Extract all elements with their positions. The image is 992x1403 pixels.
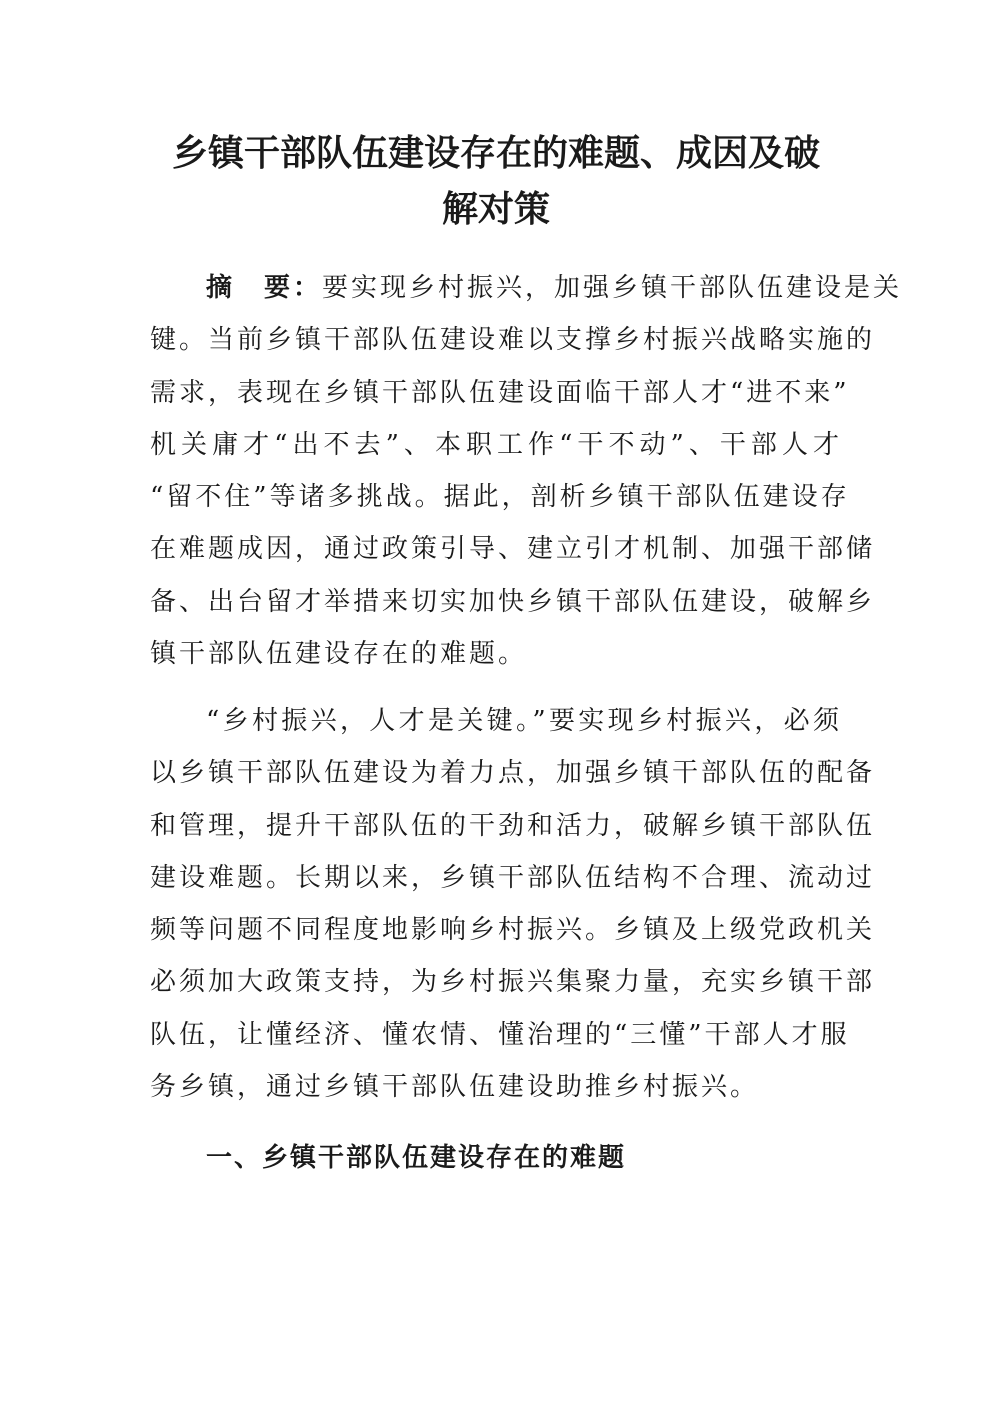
abstract-line: 机关庸才“出不去”、本职工作“干不动”、干部人才 bbox=[150, 429, 842, 460]
intro-line: 建设难题。长期以来，乡镇干部队伍结构不合理、流动过 bbox=[150, 862, 876, 893]
title-line-1: 乡镇干部队伍建设存在的难题、成因及破 bbox=[171, 132, 820, 174]
abstract-label: 摘 要： bbox=[206, 273, 323, 303]
abstract-line: “留不住”等诸多挑战。据此，剖析乡镇干部队伍建设存 bbox=[150, 482, 850, 513]
intro-line: 务乡镇，通过乡镇干部队伍建设助推乡村振兴。 bbox=[150, 1072, 760, 1103]
intro-line: 和管理，提升干部队伍的干劲和活力，破解乡镇干部队伍 bbox=[150, 810, 876, 841]
abstract-line: 备、出台留才举措来切实加快乡镇干部队伍建设，破解乡 bbox=[150, 586, 876, 617]
abstract-line: 键。当前乡镇干部队伍建设难以支撑乡村振兴战略实施的 bbox=[150, 325, 876, 356]
abstract-paragraph bbox=[150, 262, 903, 680]
abstract-line: 在难题成因，通过政策引导、建立引才机制、加强干部储 bbox=[150, 534, 876, 565]
intro-line: 必须加大政策支持，为乡村振兴集聚力量，充实乡镇干部 bbox=[150, 967, 876, 998]
intro-line: 队伍，让懂经济、懂农情、懂治理的“三懂”干部人才服 bbox=[150, 1019, 850, 1050]
intro-paragraph bbox=[150, 695, 876, 1113]
section-heading: 一、乡镇干部队伍建设存在的难题 bbox=[206, 1143, 627, 1173]
intro-line: 频等问题不同程度地影响乡村振兴。乡镇及上级党政机关 bbox=[150, 915, 876, 946]
title-line-2: 解对策 bbox=[441, 188, 550, 230]
abstract-line bbox=[150, 262, 903, 314]
abstract-line: 镇干部队伍建设存在的难题。 bbox=[150, 639, 528, 670]
intro-line: 以乡镇干部队伍建设为着力点，加强乡镇干部队伍的配备 bbox=[150, 758, 876, 789]
intro-line: “乡村振兴，人才是关键。”要实现乡村振兴，必须 bbox=[206, 706, 842, 736]
abstract-line-text: 要实现乡村振兴，加强乡镇干部队伍建设是关 bbox=[322, 273, 903, 303]
document-title bbox=[150, 125, 842, 237]
abstract-line: 需求，表现在乡镇干部队伍建设面临干部人才“进不来” bbox=[150, 377, 850, 408]
